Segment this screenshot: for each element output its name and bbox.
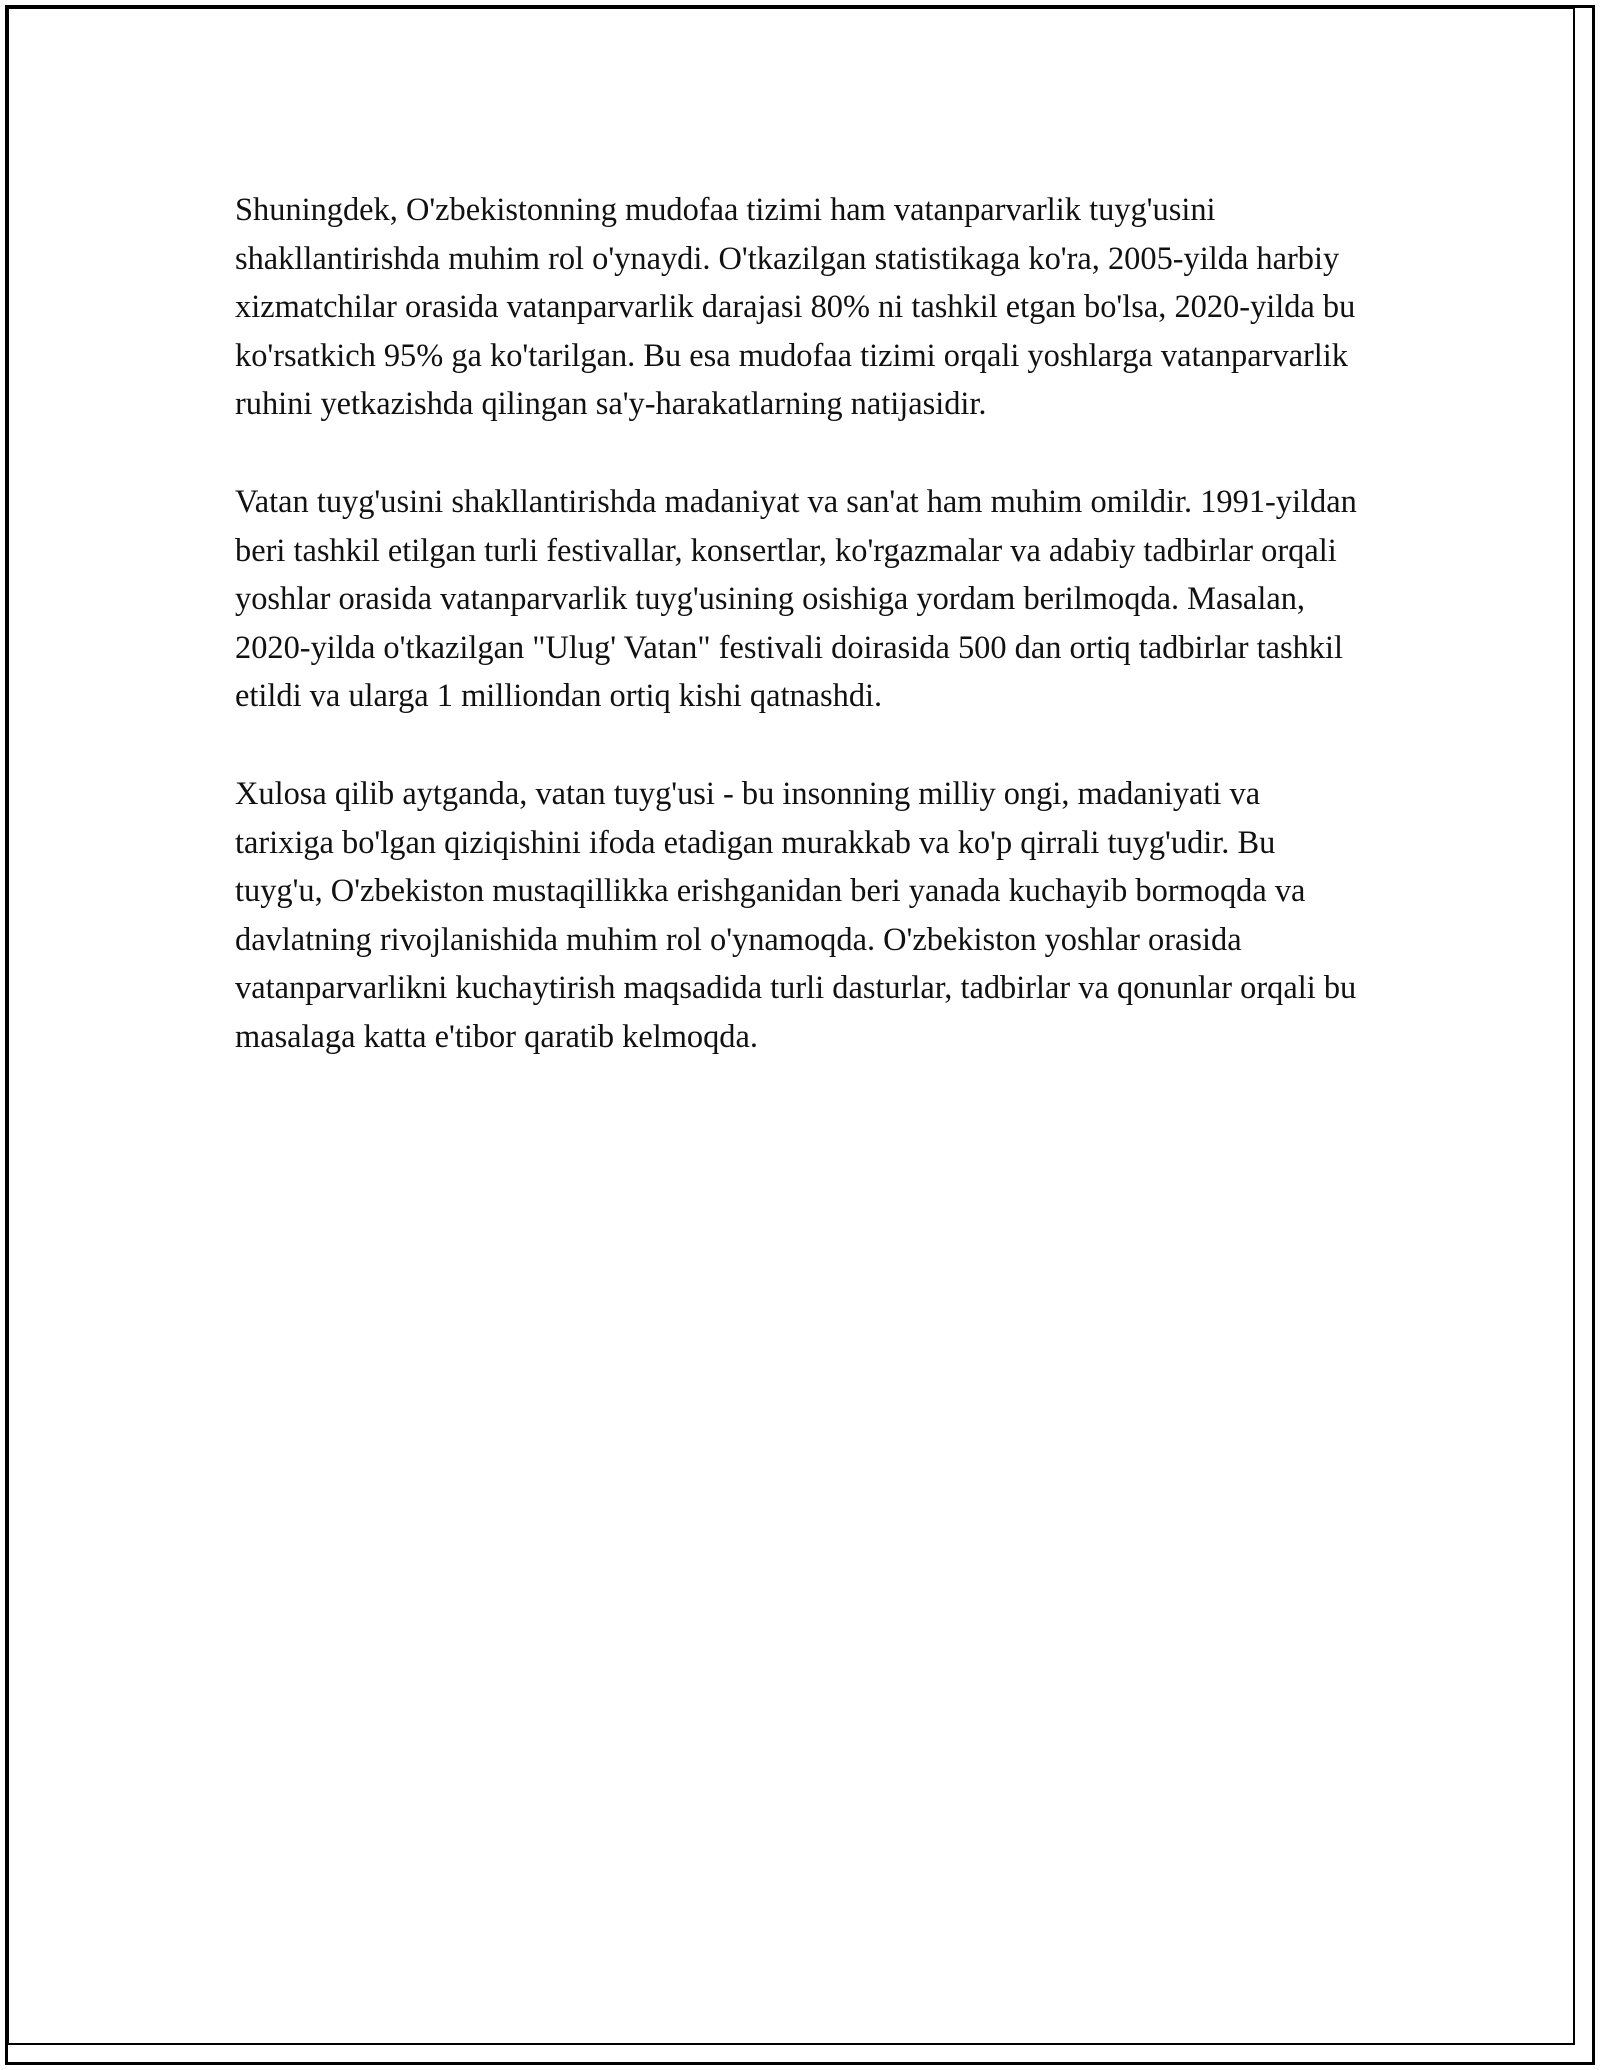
- paragraph-culture-and-art: Vatan tuyg'usini shakllantirishda madaniyat va san'at ham muhim omildir. 1991-yildan beri tashkil etilgan turli festivallar, konsertlar, ko'rgazmalar va adabiy tadbirlar orqali yoshlar orasida vatanparvarlik tuyg'usining osishiga yordam berilmoqda. Masalan, 2020-yilda o'tkazilgan "Ulug' Vatan" festivali doirasida 500 dan ortiq tadbirlar tashkil etildi va ularga 1 milliondan ortiq kishi qatnashdi.: [235, 483, 1357, 715]
- paragraph-conclusion: Xulosa qilib aytganda, vatan tuyg'usi - bu insonning milliy ongi, madaniyati va tarixiga bo'lgan qiziqishini ifoda etadigan murakkab va ko'p qirrali tuyg'udir. Bu tuyg'u, O'zbekiston mustaqillikka erishganidan beri yanada kuchayib bormoqda va davlatning rivojlanishida muhim rol o'ynamoqda. O'zbekiston yoshlar orasida vatanparvarlikni kuchaytirish maqsadida turli dasturlar, tadbirlar va qonunlar orqali bu masalaga katta e'tibor qaratib kelmoqda.: [235, 775, 1357, 1055]
- document-body: [235, 186, 1365, 1111]
- paragraph-defense-system: Shuningdek, O'zbekistonning mudofaa tizimi ham vatanparvarlik tuyg'usini shakllantirishda muhim rol o'ynaydi. O'tkazilgan statistikaga ko'ra, 2005-yilda harbiy xizmatchilar orasida vatanparvarlik darajasi 80% ni tashkil etgan bo'lsa, 2020-yilda bu ko'rsatkich 95% ga ko'tarilgan. Bu esa mudofaa tizimi orqali yoshlarga vatanparvarlik ruhini yetkazishda qilingan sa'y-harakatlarning natijasidir.: [235, 192, 1356, 423]
